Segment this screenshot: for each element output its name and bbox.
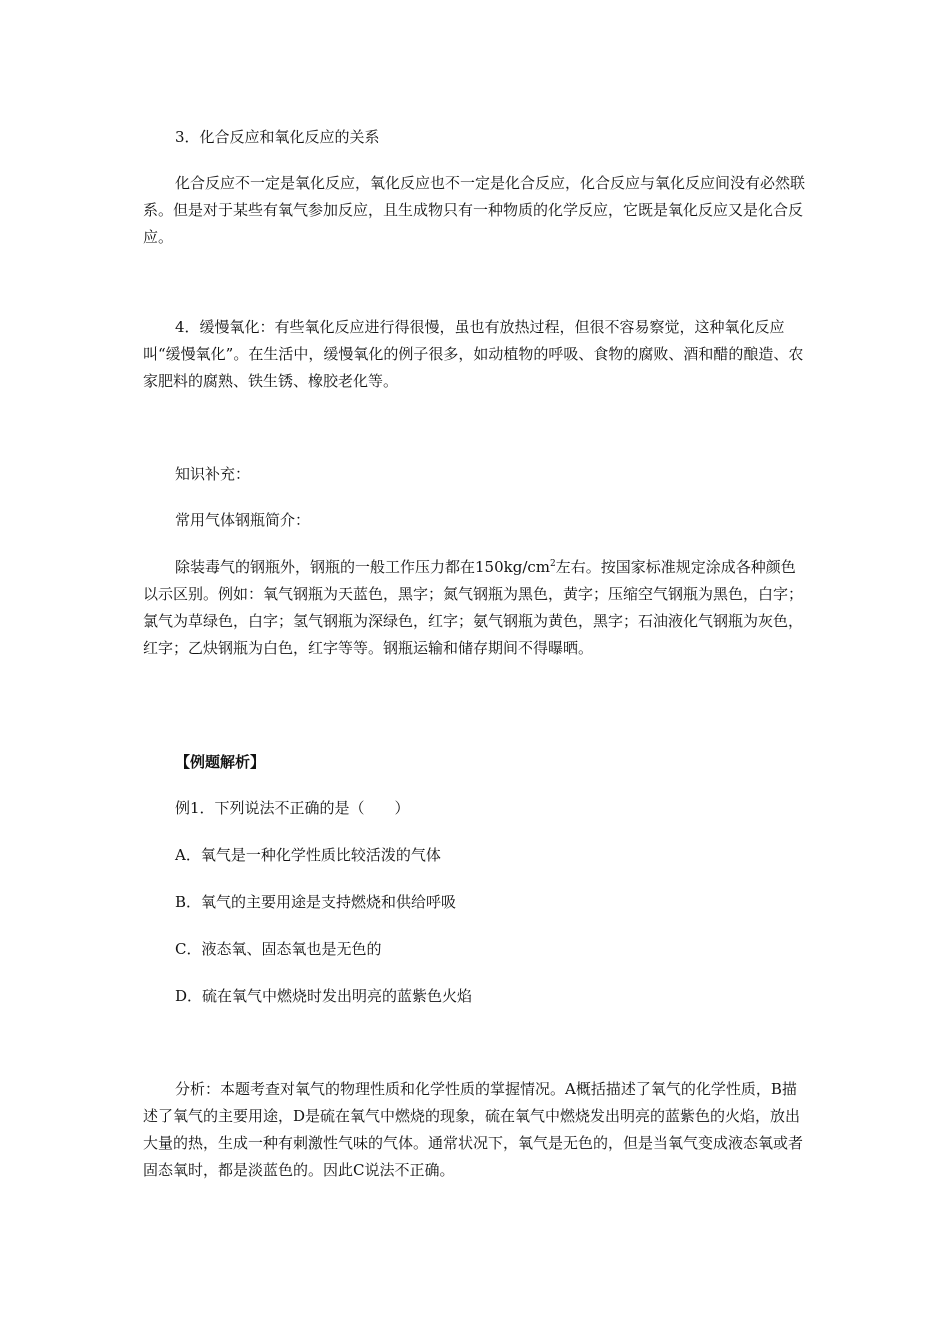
- example-section-title: 【例题解析】: [175, 753, 266, 771]
- option-c: C．液态氧、固态氧也是无色的: [175, 940, 382, 958]
- option-a: A．氧气是一种化学性质比较活泼的气体: [175, 846, 441, 864]
- example-question: 例1．下列说法不正确的是（ ）: [175, 799, 410, 817]
- section3-body: 化合反应不一定是氧化反应，氧化反应也不一定是化合反应，化合反应与氧化反应间没有必然联系。但是对于某些有氧气参加反应，且生成物只有一种物质的化学反应，它既是氧化反应又是化合反应。: [143, 174, 806, 246]
- analysis-body: 分析：本题考查对氧气的物理性质和化学性质的掌握情况。A概括描述了氧气的化学性质，B描述了氧气的主要用途，D是硫在氧气中燃烧的现象，硫在氧气中燃烧发出明亮的蓝紫色的火焰，放出大量的热，生成一种有刺激性气味的气体。通常状况下，氧气是无色的，但是当氧气变成液态氧或者固态氧时，都是淡蓝色的。因此C说法不正确。: [143, 1080, 804, 1179]
- option-d: D．硫在氧气中燃烧时发出明亮的蓝紫色火焰: [175, 987, 473, 1005]
- supplement-body-part1: 除装毒气的钢瓶外，钢瓶的一般工作压力都在150kg/cm: [175, 558, 551, 576]
- section3-heading: 3．化合反应和氧化反应的关系: [175, 128, 380, 146]
- supplement-body-part2: 左右。按国家标准规定涂成各种颜色以示区别。例如：氧气钢瓶为天蓝色，黑字；氮气钢瓶为黑色，黄字；压缩空气钢瓶为黑色，白字；氯气为草绿色，白字；氢气钢瓶为深绿色，红字；氨气钢瓶为黄色，黑字；石油液化气钢瓶为灰色，红字；乙炔钢瓶为白色，红字等等。钢瓶运输和储存期间不得曝晒。: [143, 558, 804, 657]
- supplement-subheading: 常用气体钢瓶简介：: [175, 511, 311, 529]
- option-b: B．氧气的主要用途是支持燃烧和供给呼吸: [175, 893, 457, 911]
- section4-body: 4．缓慢氧化：有些氧化反应进行得很慢，虽也有放热过程，但很不容易察觉，这种氧化反应叫“缓慢氧化”。在生活中，缓慢氧化的例子很多，如动植物的呼吸、食物的腐败、酒和醋的酿造、农家肥料的腐熟、铁生锈、橡胶老化等。: [143, 318, 804, 390]
- supplement-heading: 知识补充：: [175, 465, 251, 483]
- supplement-body: [143, 551, 809, 662]
- superscript-two: 2: [550, 559, 556, 569]
